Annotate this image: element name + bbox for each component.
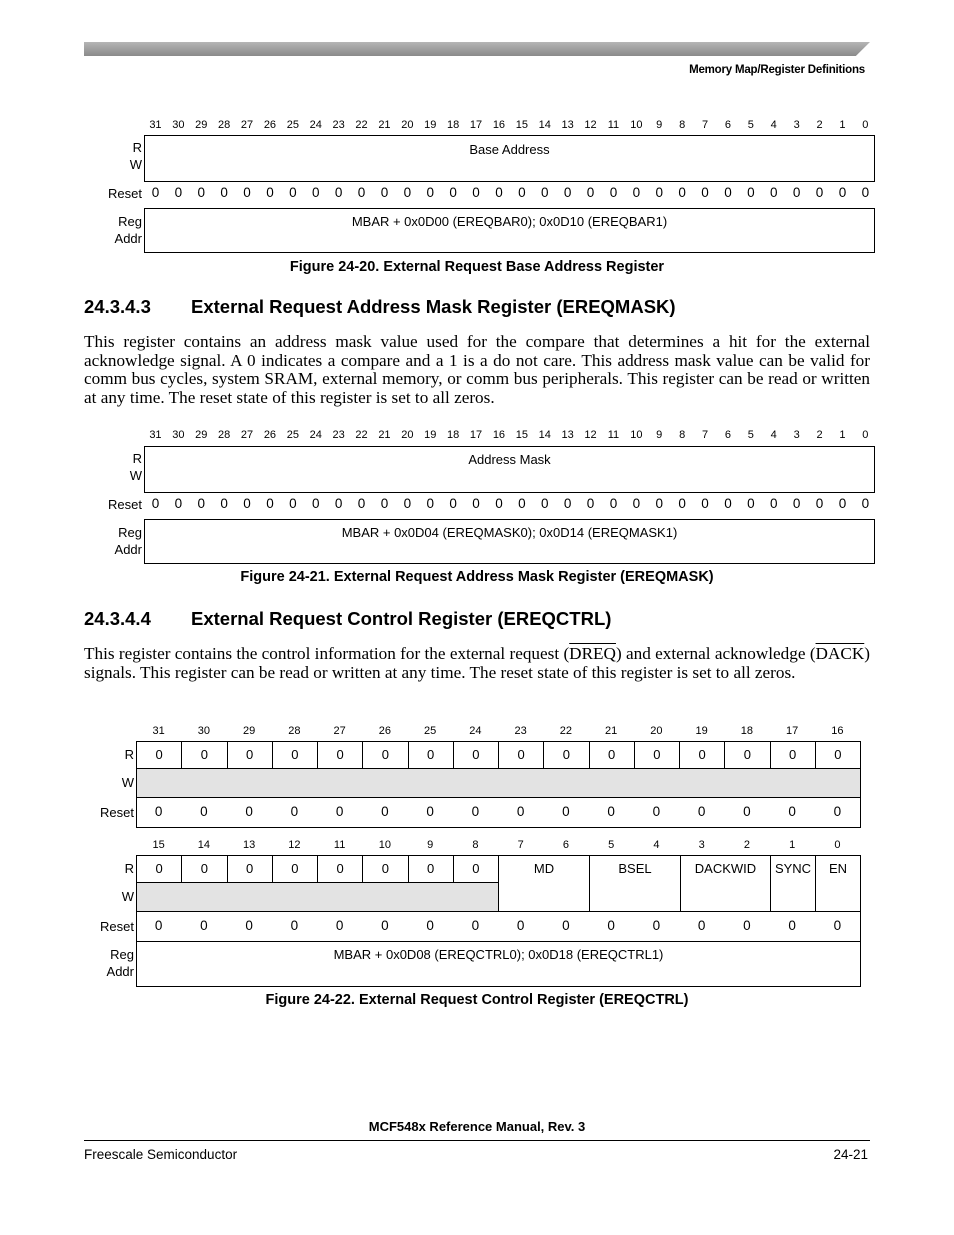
reset-bit-value: 0 bbox=[562, 918, 570, 933]
read-only-bit-cell: 0 bbox=[408, 855, 454, 883]
reset-bit-value: 0 bbox=[245, 804, 253, 819]
bit-number: 8 bbox=[679, 119, 686, 131]
bit-number: 11 bbox=[333, 839, 346, 851]
md-field: MD bbox=[498, 855, 590, 912]
reset-bit-value: 0 bbox=[724, 185, 732, 200]
reset-label: Reset bbox=[108, 497, 142, 512]
bit-number: 12 bbox=[288, 839, 301, 851]
bit-number: 2 bbox=[816, 429, 823, 441]
bit-number: 30 bbox=[172, 119, 185, 131]
bit-number: 0 bbox=[862, 119, 869, 131]
read-only-bit-cell: 0 bbox=[770, 741, 816, 769]
register-address-box: MBAR + 0x0D08 (EREQCTRL0); 0x0D18 (EREQCTRL1) bbox=[136, 941, 861, 987]
bit-number: 5 bbox=[747, 429, 754, 441]
reset-bit-value: 0 bbox=[701, 185, 709, 200]
reset-bit-value: 0 bbox=[788, 918, 796, 933]
read-only-bit-cell: 0 bbox=[453, 741, 499, 769]
bit-number: 3 bbox=[793, 429, 800, 441]
reset-bit-value: 0 bbox=[174, 185, 183, 200]
reset-bit-value: 0 bbox=[788, 804, 796, 819]
rw-label: R W bbox=[129, 140, 142, 172]
reset-bit-value: 0 bbox=[792, 496, 801, 511]
read-only-bit-cell: 0 bbox=[634, 741, 680, 769]
reset-bit-value: 0 bbox=[678, 185, 686, 200]
read-only-bit-cell: 0 bbox=[815, 741, 861, 769]
write-reserved-row bbox=[136, 882, 499, 912]
bit-number: 10 bbox=[630, 429, 643, 441]
reset-bit-value: 0 bbox=[200, 918, 208, 933]
bit-number: 26 bbox=[263, 119, 277, 131]
reset-bit-value: 0 bbox=[747, 185, 755, 200]
dackwid-field: DACKWID bbox=[680, 855, 771, 912]
reset-bit-value: 0 bbox=[697, 918, 706, 933]
reset-bit-value: 0 bbox=[769, 185, 778, 200]
reset-bit-value: 0 bbox=[516, 804, 525, 819]
running-header: Memory Map/Register Definitions bbox=[689, 64, 865, 76]
reset-bit-value: 0 bbox=[678, 496, 686, 511]
bit-number: 27 bbox=[240, 429, 254, 441]
bit-number: 12 bbox=[584, 429, 597, 441]
read-only-bit-cell: 0 bbox=[362, 855, 408, 883]
read-only-bit-cell: 0 bbox=[679, 741, 725, 769]
bit-number: 23 bbox=[332, 119, 345, 131]
dack-signal: DACK bbox=[815, 644, 865, 663]
reset-label: Reset bbox=[108, 186, 142, 201]
w-label: W bbox=[121, 775, 134, 790]
reg-addr-label: Reg Addr bbox=[106, 947, 134, 979]
w-label: W bbox=[121, 889, 134, 904]
bit-number: 23 bbox=[332, 429, 345, 441]
bit-number: 12 bbox=[584, 119, 597, 131]
bit-number: 4 bbox=[770, 429, 777, 441]
footer-title: MCF548x Reference Manual, Rev. 3 bbox=[368, 1119, 586, 1134]
reset-bit-value: 0 bbox=[743, 804, 751, 819]
reset-bit-value: 0 bbox=[472, 496, 480, 511]
header-bar bbox=[84, 42, 870, 56]
bit-number: 16 bbox=[492, 429, 506, 441]
bit-number: 25 bbox=[424, 725, 437, 737]
bit-number: 20 bbox=[401, 119, 414, 131]
reset-bit-value: 0 bbox=[426, 918, 434, 933]
reset-bit-value: 0 bbox=[609, 496, 618, 511]
reset-bit-value: 0 bbox=[381, 804, 389, 819]
bit-number: 13 bbox=[561, 429, 574, 441]
bit-number: 30 bbox=[172, 429, 185, 441]
body-paragraph: This register contains an address mask value used for the compare that determines a hit for the external acknowledge signal. A 0 indicates a compare and a 1 is a do not care. This address mask value can be valid for comm bus cycles, system SRAM, external memory, or comm bus peripherals. This register can be read or written at any time. The reset state of this register is set to all zeros. bbox=[84, 332, 870, 407]
read-only-bit-cell: 0 bbox=[136, 855, 182, 883]
read-only-bit-cell: 0 bbox=[724, 741, 770, 769]
reset-bit-value: 0 bbox=[495, 496, 503, 511]
bit-number: 7 bbox=[701, 429, 709, 441]
bit-number: 14 bbox=[538, 119, 551, 131]
read-only-bit-cell: 0 bbox=[589, 741, 635, 769]
reset-label: Reset bbox=[100, 805, 134, 820]
reset-bit-value: 0 bbox=[609, 185, 618, 200]
reset-bit-value: 0 bbox=[518, 185, 526, 200]
reset-bit-value: 0 bbox=[697, 804, 706, 819]
bit-number: 3 bbox=[793, 119, 800, 131]
bit-number: 10 bbox=[630, 119, 643, 131]
figure-caption: Figure 24-22. External Request Control Register (EREQCTRL) bbox=[265, 992, 689, 1008]
dreq-signal: DREQ bbox=[569, 644, 616, 663]
bit-number: 25 bbox=[286, 429, 299, 441]
bit-number: 30 bbox=[197, 725, 210, 737]
bit-number: 28 bbox=[288, 725, 301, 737]
bit-number: 19 bbox=[424, 119, 437, 131]
bit-number: 28 bbox=[218, 119, 231, 131]
bit-number: 31 bbox=[152, 725, 165, 737]
reset-bit-value: 0 bbox=[151, 496, 160, 511]
reset-bit-value: 0 bbox=[833, 804, 842, 819]
bit-number: 29 bbox=[195, 119, 208, 131]
read-only-bit-cell: 0 bbox=[408, 741, 454, 769]
bit-number: 17 bbox=[786, 725, 799, 737]
reset-bit-value: 0 bbox=[632, 496, 641, 511]
reset-bit-value: 0 bbox=[861, 185, 870, 200]
bit-number: 1 bbox=[839, 119, 846, 131]
reset-bit-value: 0 bbox=[381, 918, 389, 933]
bit-number: 9 bbox=[656, 429, 663, 441]
base-address-field: Base Address bbox=[144, 135, 875, 182]
reset-bit-value: 0 bbox=[266, 185, 274, 200]
bit-numbers-row bbox=[0, 725, 954, 739]
reset-bit-value: 0 bbox=[701, 496, 709, 511]
bit-number: 11 bbox=[607, 119, 620, 131]
reset-bit-value: 0 bbox=[403, 185, 412, 200]
reset-bit-value: 0 bbox=[792, 185, 801, 200]
r-label: R bbox=[124, 861, 134, 876]
reset-bit-value: 0 bbox=[743, 918, 751, 933]
bit-number: 6 bbox=[724, 429, 731, 441]
reset-values-row bbox=[0, 804, 954, 822]
bit-number: 22 bbox=[559, 725, 572, 737]
reset-values-row bbox=[0, 918, 954, 936]
reset-bit-value: 0 bbox=[471, 918, 480, 933]
reset-bit-value: 0 bbox=[426, 496, 434, 511]
reset-bit-value: 0 bbox=[471, 804, 480, 819]
reset-bit-value: 0 bbox=[607, 918, 615, 933]
bit-number: 13 bbox=[243, 839, 256, 851]
bit-number: 9 bbox=[656, 119, 663, 131]
bit-number: 26 bbox=[263, 429, 277, 441]
bit-number: 9 bbox=[427, 839, 434, 851]
bit-number: 6 bbox=[724, 119, 731, 131]
reset-bit-value: 0 bbox=[290, 804, 299, 819]
reset-bit-value: 0 bbox=[518, 496, 526, 511]
reset-bit-value: 0 bbox=[655, 185, 663, 200]
reset-bit-value: 0 bbox=[200, 804, 208, 819]
bit-number: 13 bbox=[561, 119, 574, 131]
bit-number: 7 bbox=[517, 839, 524, 851]
reset-bit-value: 0 bbox=[495, 185, 503, 200]
reset-bit-value: 0 bbox=[769, 496, 778, 511]
read-only-bit-cell: 0 bbox=[498, 741, 544, 769]
read-only-bit-cell: 0 bbox=[136, 741, 182, 769]
bit-number: 19 bbox=[695, 725, 708, 737]
reset-values-row bbox=[0, 185, 954, 203]
register-address-box: MBAR + 0x0D04 (EREQMASK0); 0x0D14 (EREQMASK1) bbox=[144, 519, 875, 564]
reset-bit-value: 0 bbox=[243, 185, 251, 200]
reset-bit-value: 0 bbox=[562, 804, 570, 819]
r-label: R bbox=[124, 747, 134, 762]
reset-bit-value: 0 bbox=[334, 496, 343, 511]
bit-number: 22 bbox=[355, 429, 368, 441]
reset-bit-value: 0 bbox=[220, 496, 228, 511]
read-only-bit-cell: 0 bbox=[317, 741, 363, 769]
bit-number: 18 bbox=[740, 725, 753, 737]
reset-bit-value: 0 bbox=[380, 185, 389, 200]
bit-number: 14 bbox=[538, 429, 551, 441]
bit-number: 27 bbox=[333, 725, 346, 737]
reset-bit-value: 0 bbox=[815, 496, 824, 511]
bit-number: 0 bbox=[834, 839, 841, 851]
reset-bit-value: 0 bbox=[311, 496, 320, 511]
reset-bit-value: 0 bbox=[724, 496, 732, 511]
reset-bit-value: 0 bbox=[335, 804, 344, 819]
bit-number: 21 bbox=[378, 119, 391, 131]
read-only-bit-cell: 0 bbox=[272, 741, 318, 769]
reset-bit-value: 0 bbox=[289, 185, 297, 200]
reset-bit-value: 0 bbox=[403, 496, 412, 511]
reset-bit-value: 0 bbox=[833, 918, 842, 933]
bit-number: 3 bbox=[698, 839, 705, 851]
reset-bit-value: 0 bbox=[334, 185, 343, 200]
reg-addr-label: Reg Addr bbox=[114, 525, 142, 557]
bit-number: 22 bbox=[355, 119, 368, 131]
bit-number: 25 bbox=[286, 119, 299, 131]
read-only-bit-cell: 0 bbox=[227, 855, 273, 883]
address-mask-field: Address Mask bbox=[144, 446, 875, 493]
reset-bit-value: 0 bbox=[652, 918, 661, 933]
bit-number: 5 bbox=[747, 119, 754, 131]
bit-numbers-row bbox=[0, 429, 954, 443]
bit-number: 5 bbox=[608, 839, 615, 851]
reset-bit-value: 0 bbox=[449, 185, 457, 200]
reset-bit-value: 0 bbox=[311, 185, 320, 200]
page-number: 24-21 bbox=[833, 1147, 868, 1162]
bit-number: 29 bbox=[243, 725, 256, 737]
bit-number: 18 bbox=[447, 119, 460, 131]
reset-bit-value: 0 bbox=[220, 185, 228, 200]
reset-bit-value: 0 bbox=[151, 185, 160, 200]
reset-bit-value: 0 bbox=[154, 918, 163, 933]
bit-number: 21 bbox=[605, 725, 618, 737]
bit-number: 31 bbox=[149, 429, 162, 441]
reset-bit-value: 0 bbox=[426, 185, 434, 200]
reset-bit-value: 0 bbox=[290, 918, 299, 933]
reset-bit-value: 0 bbox=[655, 496, 663, 511]
reset-bit-value: 0 bbox=[540, 185, 549, 200]
bit-number: 4 bbox=[770, 119, 777, 131]
bit-number: 23 bbox=[514, 725, 527, 737]
reset-bit-value: 0 bbox=[632, 185, 641, 200]
reset-bit-value: 0 bbox=[197, 496, 205, 511]
reset-bit-value: 0 bbox=[289, 496, 297, 511]
read-only-bit-cell: 0 bbox=[317, 855, 363, 883]
reset-bit-value: 0 bbox=[838, 185, 847, 200]
reset-bit-value: 0 bbox=[245, 918, 253, 933]
bit-number: 6 bbox=[562, 839, 569, 851]
read-only-bit-cell: 0 bbox=[181, 855, 227, 883]
bit-number: 24 bbox=[469, 725, 482, 737]
reset-bit-value: 0 bbox=[838, 496, 847, 511]
reset-bit-value: 0 bbox=[563, 185, 572, 200]
footer-rule bbox=[84, 1140, 870, 1141]
reset-values-row bbox=[0, 496, 954, 514]
reset-bit-value: 0 bbox=[607, 804, 615, 819]
bit-number: 17 bbox=[469, 119, 483, 131]
read-only-bit-cell: 0 bbox=[272, 855, 318, 883]
bit-number: 11 bbox=[607, 429, 620, 441]
bit-number: 19 bbox=[424, 429, 437, 441]
reset-bit-value: 0 bbox=[174, 496, 183, 511]
bit-number: 17 bbox=[469, 429, 483, 441]
bit-number: 24 bbox=[309, 429, 322, 441]
bit-number: 16 bbox=[831, 725, 844, 737]
bit-numbers-row bbox=[0, 839, 954, 853]
reset-bit-value: 0 bbox=[516, 918, 525, 933]
figure-caption: Figure 24-20. External Request Base Address Register bbox=[289, 259, 665, 275]
reset-bit-value: 0 bbox=[335, 918, 344, 933]
footer-company: Freescale Semiconductor bbox=[84, 1147, 238, 1162]
read-only-bits-row bbox=[0, 741, 954, 769]
reset-bit-value: 0 bbox=[586, 496, 595, 511]
bit-number: 15 bbox=[152, 839, 165, 851]
reset-bit-value: 0 bbox=[380, 496, 389, 511]
bit-number: 15 bbox=[515, 119, 528, 131]
en-field: EN bbox=[815, 855, 861, 912]
read-only-bit-cell: 0 bbox=[453, 855, 499, 883]
bit-number: 8 bbox=[679, 429, 686, 441]
bit-number: 24 bbox=[309, 119, 322, 131]
reset-bit-value: 0 bbox=[449, 496, 457, 511]
reset-bit-value: 0 bbox=[266, 496, 274, 511]
reset-bit-value: 0 bbox=[243, 496, 251, 511]
read-only-bit-cell: 0 bbox=[227, 741, 273, 769]
bit-number: 31 bbox=[149, 119, 162, 131]
reset-bit-value: 0 bbox=[652, 804, 661, 819]
sync-field: SYNC bbox=[770, 855, 816, 912]
reset-label: Reset bbox=[100, 919, 134, 934]
section-heading: 24.3.4.4 External Request Control Register (EREQCTRL) bbox=[84, 608, 612, 629]
bit-number: 21 bbox=[378, 429, 391, 441]
figure-caption: Figure 24-21. External Request Address Mask Register (EREQMASK) bbox=[240, 569, 714, 585]
reset-bit-value: 0 bbox=[540, 496, 549, 511]
reset-bit-value: 0 bbox=[586, 185, 595, 200]
bit-number: 18 bbox=[447, 429, 460, 441]
reset-bit-value: 0 bbox=[747, 496, 755, 511]
bit-number: 1 bbox=[789, 839, 796, 851]
bit-number: 14 bbox=[197, 839, 210, 851]
reset-bit-value: 0 bbox=[426, 804, 434, 819]
section-heading: 24.3.4.3 External Request Address Mask Register (EREQMASK) bbox=[84, 296, 676, 317]
bit-number: 20 bbox=[401, 429, 414, 441]
bit-number: 27 bbox=[240, 119, 254, 131]
rw-label: R W bbox=[129, 451, 142, 483]
bit-number: 8 bbox=[472, 839, 479, 851]
read-only-bit-cell: 0 bbox=[543, 741, 589, 769]
bit-number: 10 bbox=[378, 839, 391, 851]
bit-number: 28 bbox=[218, 429, 231, 441]
reset-bit-value: 0 bbox=[154, 804, 163, 819]
bit-number: 15 bbox=[515, 429, 528, 441]
register-address-box: MBAR + 0x0D00 (EREQBAR0); 0x0D10 (EREQBAR1) bbox=[144, 208, 875, 253]
bit-number: 4 bbox=[653, 839, 660, 851]
reset-bit-value: 0 bbox=[472, 185, 480, 200]
reset-bit-value: 0 bbox=[563, 496, 572, 511]
reset-bit-value: 0 bbox=[815, 185, 824, 200]
write-reserved-row bbox=[136, 768, 861, 798]
bit-number: 7 bbox=[701, 119, 709, 131]
read-only-bit-cell: 0 bbox=[362, 741, 408, 769]
bit-number: 2 bbox=[816, 119, 823, 131]
reg-addr-label: Reg Addr bbox=[114, 214, 142, 246]
bit-number: 26 bbox=[378, 725, 391, 737]
bit-number: 0 bbox=[862, 429, 869, 441]
bit-number: 29 bbox=[195, 429, 208, 441]
bit-number: 16 bbox=[492, 119, 506, 131]
bit-number: 2 bbox=[743, 839, 750, 851]
reset-bit-value: 0 bbox=[357, 185, 366, 200]
bit-number: 20 bbox=[650, 725, 663, 737]
body-paragraph: This register contains the control information for the external request (DREQ) and external acknowledge (DACK) signals. This register can be read or written at any time. The reset state of this register is set to all zeros. bbox=[84, 644, 870, 682]
reset-bit-value: 0 bbox=[197, 185, 205, 200]
reset-bit-value: 0 bbox=[861, 496, 870, 511]
bit-numbers-row bbox=[0, 119, 954, 133]
bit-number: 1 bbox=[839, 429, 846, 441]
read-only-bit-cell: 0 bbox=[181, 741, 227, 769]
reset-bit-value: 0 bbox=[357, 496, 366, 511]
bsel-field: BSEL bbox=[589, 855, 681, 912]
